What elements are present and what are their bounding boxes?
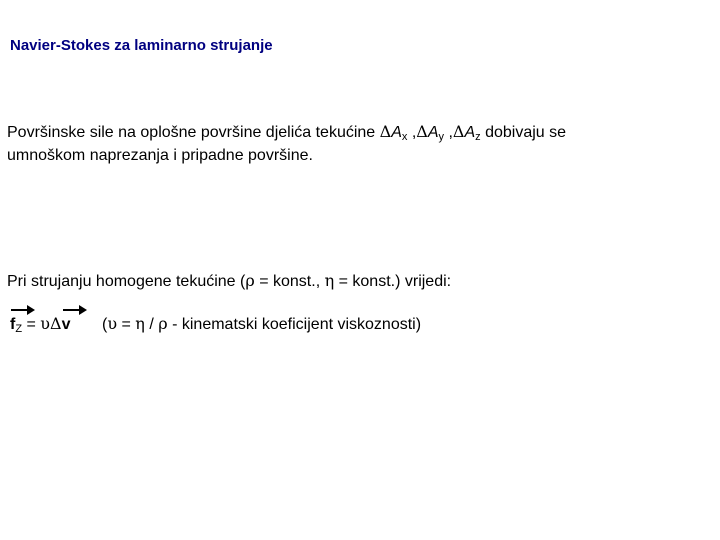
note-text: - kinematski koeficijent viskoznosti) [167, 316, 422, 333]
nu-symbol: υ [107, 314, 118, 333]
slash: / [144, 316, 159, 333]
nu-symbol: υ [40, 314, 51, 333]
paragraph-text: Pri strujanju homogene tekućine ( [7, 273, 246, 290]
eta-symbol: η [135, 314, 145, 333]
paragraph-line-2: umnoškom naprezanja i pripadne površine. [7, 147, 313, 164]
equation-lhs [10, 314, 71, 334]
navier-stokes-equation [10, 303, 530, 343]
velocity-symbol: v [61, 316, 71, 333]
area-symbol: A [391, 124, 402, 141]
kinematic-viscosity-note [102, 314, 421, 334]
slide-title: Navier-Stokes za laminarno strujanje [10, 37, 273, 54]
rho-symbol: ρ [158, 314, 168, 333]
subscript-z: z [475, 131, 481, 143]
homogeneous-fluid-paragraph [7, 270, 451, 292]
delta-symbol: Δ [379, 122, 392, 141]
comma: , [444, 124, 453, 141]
paragraph-line-1 [7, 121, 566, 145]
force-symbol: f [10, 316, 16, 333]
subscript-z: Z [15, 323, 23, 335]
paragraph-text: Površinske sile na oplošne površine djelića tekućine [7, 124, 380, 141]
paragraph-text: = konst., [254, 273, 325, 290]
paragraph-text: = konst.) vrijedi: [334, 273, 452, 290]
delta-symbol: Δ [50, 314, 62, 333]
delta-symbol: Δ [452, 122, 465, 141]
subscript-x: x [401, 131, 408, 143]
note-open-paren: ( [102, 316, 108, 333]
paragraph-text: dobivaju se [480, 124, 567, 141]
rho-symbol: ρ [245, 271, 255, 290]
surface-forces-paragraph [7, 121, 566, 166]
area-symbol: A [464, 124, 476, 141]
equals-sign: = [117, 316, 136, 333]
area-symbol: A [427, 124, 439, 141]
delta-symbol: Δ [416, 122, 428, 141]
comma: , [407, 124, 417, 141]
eta-symbol: η [324, 271, 335, 290]
equals-sign: = [22, 316, 41, 333]
subscript-y: y [438, 131, 445, 143]
